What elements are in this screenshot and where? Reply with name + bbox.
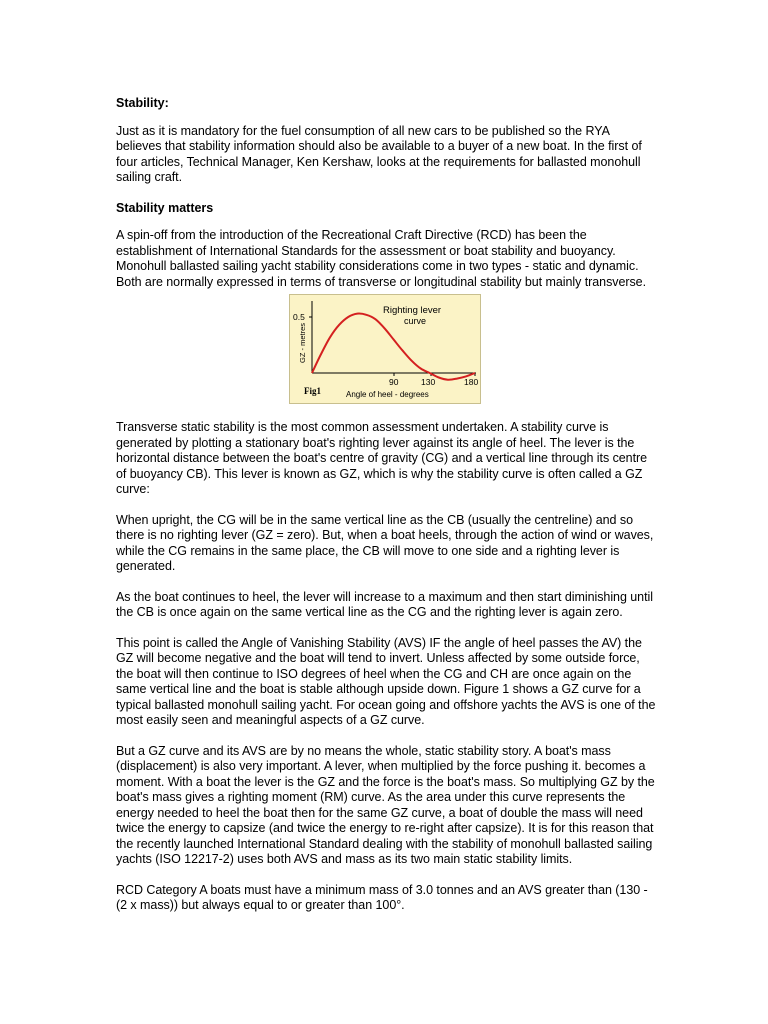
intro-paragraph: Just as it is mandatory for the fuel consumption of all new cars to be published so the RYA believes that stability information should also be available to a buyer of a new boat. In the first of four articles, Technical Manager, Ken Kershaw, looks at the requirements for ballasted monohull sailing craft. <box>116 123 642 184</box>
paragraph-6: But a GZ curve and its AVS are by no means the whole, static stability story. A boat's mass (displacement) is also very important. A lever, when multiplied by the force pushing it. becomes a moment. With a boat the lever is the GZ and the force is the boat's mass. So multiplying GZ by the boat's mass gives a righting moment (RM) curve. As the area under this curve represents the energy needed to heel the boat then for the same GZ curve, a boat of double the mass will need twice the energy to capsize (and twice the energy to re-right after capsize). It is for this reason that the recently launched International Standard dealing with the stability of monohull ballasted sailing yachts (ISO 12217-2) uses both AVS and mass as its two main static stability limits. <box>116 743 655 866</box>
y-axis-label: GZ - metres <box>298 322 307 363</box>
paragraph-7: RCD Category A boats must have a minimum mass of 3.0 tonnes and an AVS greater than (130 - (2 x mass)) but always equal to or greater than 100°. <box>116 882 648 912</box>
chart-title-line2: curve <box>404 316 427 326</box>
gz-curve-chart <box>290 295 480 403</box>
x-tick-label-90: 90 <box>389 377 399 387</box>
paragraph-5: This point is called the Angle of Vanishing Stability (AVS) IF the angle of heel passes the AV) the GZ will become negative and the boat will tend to invert. Unless affected by some outside force, the boat will then continue to ISO degrees of heel when the CG and CH are once again on the same vertical line and the boat is stable although upside down. Figure 1 shows a GZ curve for a typical ballasted monohull sailing yacht. For ocean going and offshore yachts the AVS is one of the most easily seen and meaningful aspects of a GZ curve. <box>116 635 656 727</box>
section-heading: Stability matters <box>116 200 214 215</box>
paragraph-4: As the boat continues to heel, the lever will increase to a maximum and then start diminishing until the CB is once again on the same vertical line as the CG and the righting lever is again zero. <box>116 589 653 619</box>
article <box>116 96 656 914</box>
x-tick-label-180: 180 <box>464 377 479 387</box>
paragraph-1: A spin-off from the introduction of the Recreational Craft Directive (RCD) has been the establishment of International Standards for the assessment or boat stability and buoyancy. Monohull ballasted sailing yacht stability considerations come in two types - static and dynamic. Both are normally expressed in terms of transverse or longitudinal stability but mainly transverse. <box>116 228 647 289</box>
paragraph-2: Transverse static stability is the most common assessment undertaken. A stability curve is generated by plotting a stationary boat's righting lever against its angle of heel. The lever is the horizontal distance between the boat's centre of gravity (CG) and a vertical line through its centre of buoyancy CB). This lever is known as GZ, which is why the stability curve is often called a GZ curve: <box>116 420 648 496</box>
x-tick-label-130: 130 <box>421 377 436 387</box>
article-title: Stability: <box>116 96 169 110</box>
gz-curve-line <box>312 314 475 380</box>
chart-title-line1: Righting lever <box>383 305 442 316</box>
paragraph-3: When upright, the CG will be in the same vertical line as the CB (usually the centreline) and so there is no righting lever (GZ = zero). But, when a boat heels, through the action of wind or waves, while the CG remains in the same place, the CB will move to one side and a righting lever is generated. <box>116 512 654 573</box>
y-tick-label: 0.5 <box>293 312 305 322</box>
gz-curve-figure <box>289 294 481 404</box>
x-axis-label: Angle of heel - degrees <box>346 390 429 399</box>
figure-label: Fig1 <box>304 386 321 396</box>
